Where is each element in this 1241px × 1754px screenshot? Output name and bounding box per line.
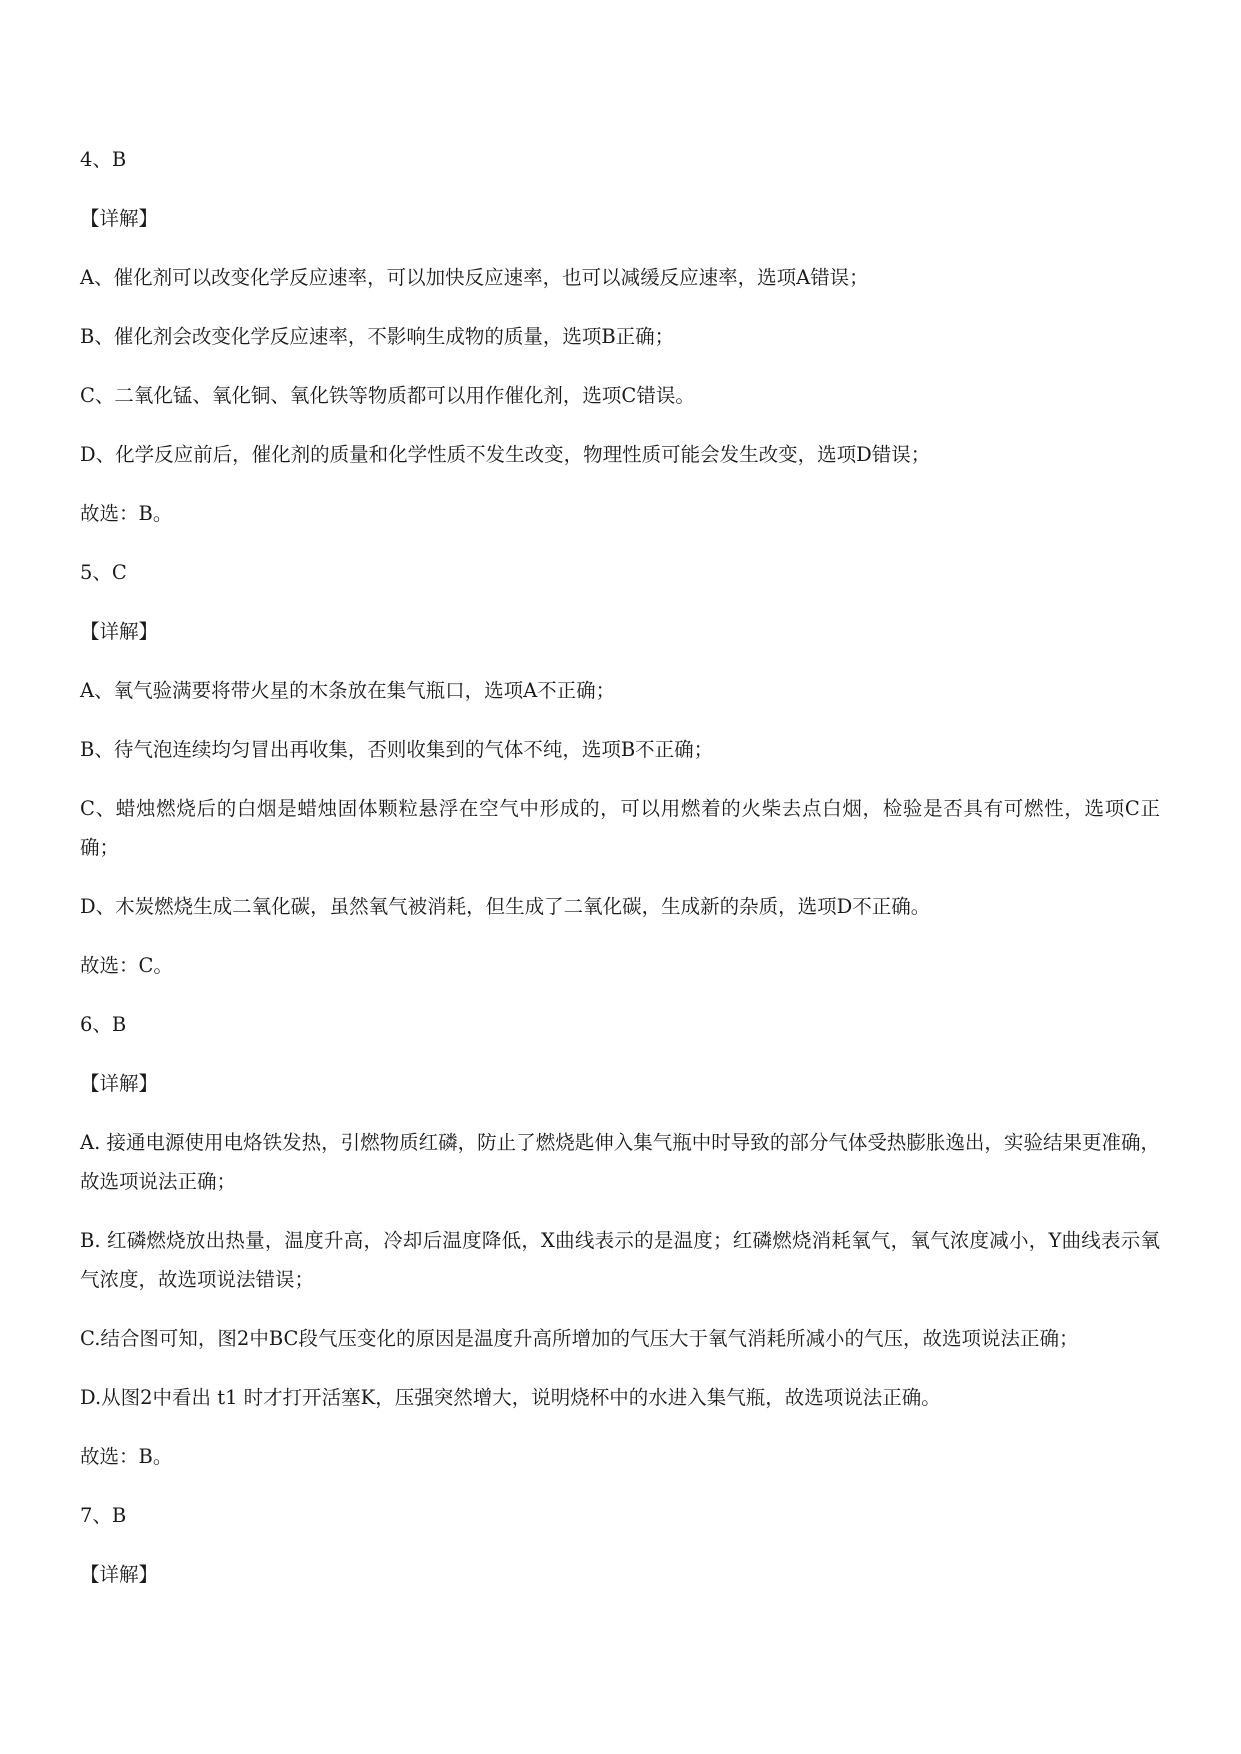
q6-option-b: B. 红磷燃烧放出热量，温度升高，冷却后温度降低，X曲线表示的是温度；红磷燃烧消耗氧气，氧气浓度减小，Y曲线表示氧气浓度，故选项说法错误；	[80, 1229, 1160, 1291]
q5-detail-heading: 【详解】	[80, 620, 159, 643]
q4-option-c: C、二氧化锰、氧化铜、氧化铁等物质都可以用作催化剂，选项C错误。	[80, 384, 695, 407]
q6-detail-heading: 【详解】	[80, 1072, 159, 1095]
q4-option-a: A、催化剂可以改变化学反应速率，可以加快反应速率，也可以减缓反应速率，选项A错误；	[80, 266, 869, 289]
q6-option-c: C.结合图可知，图2中BC段气压变化的原因是温度升高所增加的气压大于氧气消耗所减小的气压，故选项说法正确；	[80, 1327, 1079, 1350]
q7-detail-heading: 【详解】	[80, 1563, 159, 1586]
q5-option-d: D、木炭燃烧生成二氧化碳，虽然氧气被消耗，但生成了二氧化碳，生成新的杂质，选项D不正确。	[80, 895, 931, 918]
q4-choice: 故选：B。	[80, 502, 173, 525]
q7-answer: 7、B	[80, 1504, 127, 1527]
document-page	[80, 140, 1160, 1614]
q4-detail-heading: 【详解】	[80, 207, 159, 230]
q5-option-c: C、蜡烛燃烧后的白烟是蜡烛固体颗粒悬浮在空气中形成的，可以用燃着的火柴去点白烟，检验是否具有可燃性，选项C正确；	[80, 797, 1160, 859]
q6-option-a: A. 接通电源使用电烙铁发热，引燃物质红磷，防止了燃烧匙伸入集气瓶中时导致的部分气体受热膨胀逸出，实验结果更准确，故选项说法正确；	[80, 1131, 1160, 1193]
q4-answer: 4、B	[80, 148, 127, 171]
q5-choice: 故选：C。	[80, 954, 173, 977]
q6-answer: 6、B	[80, 1013, 127, 1036]
q4-option-d: D、化学反应前后，催化剂的质量和化学性质不发生改变，物理性质可能会发生改变，选项D错误；	[80, 443, 931, 466]
q5-option-a: A、氧气验满要将带火星的木条放在集气瓶口，选项A不正确；	[80, 679, 616, 702]
q5-option-b: B、待气泡连续均匀冒出再收集，否则收集到的气体不纯，选项B不正确；	[80, 738, 714, 761]
q6-choice: 故选：B。	[80, 1445, 173, 1468]
q6-option-d: D.从图2中看出 t1 时才打开活塞K，压强突然增大，说明烧杯中的水进入集气瓶，故选项说法正确。	[80, 1386, 941, 1409]
q5-answer: 5、C	[80, 561, 127, 584]
q4-option-b: B、催化剂会改变化学反应速率，不影响生成物的质量，选项B正确；	[80, 325, 675, 348]
